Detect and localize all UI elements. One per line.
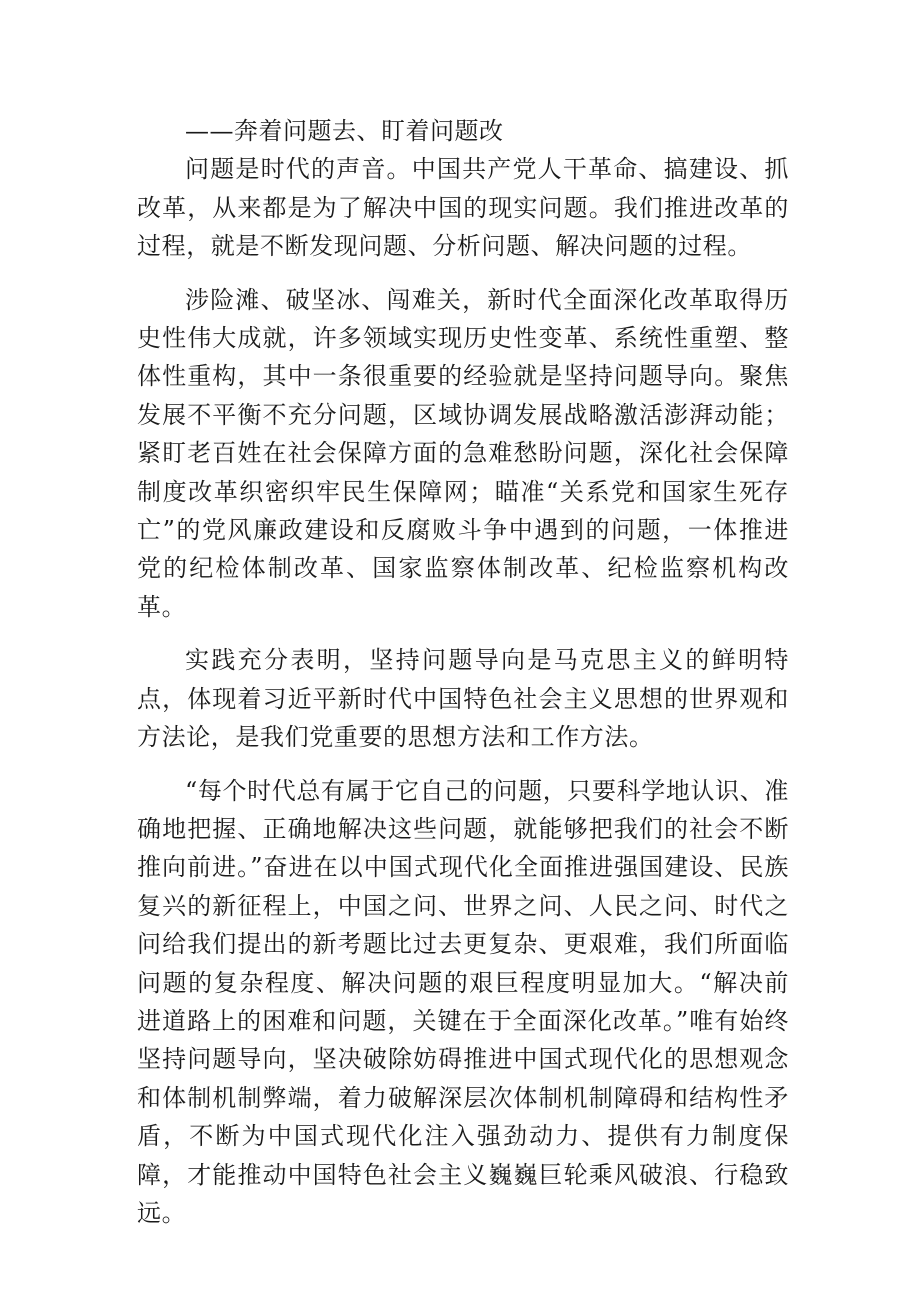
- paragraph-1: 问题是时代的声音。中国共产党人干革命、搞建设、抓改革，从来都是为了解决中国的现实问题。我们推进改革的过程，就是不断发现问题、分析问题、解决问题的过程。: [137, 155, 789, 261]
- document-body: [137, 112, 789, 1247]
- paragraph-3: 实践充分表明，坚持问题导向是马克思主义的鲜明特点，体现着习近平新时代中国特色社会主义思想的世界观和方法论，是我们党重要的思想方法和工作方法。: [137, 646, 789, 752]
- paragraph-4: “每个时代总有属于它自己的问题，只要科学地认识、准确地把握、正确地解决这些问题，就能够把我们的社会不断推向前进。”奋进在以中国式现代化全面推进强国建设、民族复兴的新征程上，中国之问、世界之问、人民之问、时代之问给我们提出的新考题比过去更复杂、更艰难，我们所面临问题的复杂程度、解决问题的艰巨程度明显加大。“解决前进道路上的困难和问题，关键在于全面深化改革。”唯有始终坚持问题导向，坚决破除妨碍推进中国式现代化的思想观念和体制机制弊端，着力破解深层次体制机制障碍和结构性矛盾，不断为中国式现代化注入强劲动力、提供有力制度保障，才能推动中国特色社会主义巍巍巨轮乘风破浪、行稳致远。: [137, 776, 789, 1227]
- document-subtitle: ——奔着问题去、盯着问题改: [185, 117, 504, 145]
- paragraph-2: 涉险滩、破坚冰、闯难关，新时代全面深化改革取得历史性伟大成就，许多领域实现历史性变革、系统性重塑、整体性重构，其中一条很重要的经验就是坚持问题导向。聚焦发展不平衡不充分问题，区域协调发展战略激活澎湃动能；紧盯老百姓在社会保障方面的急难愁盼问题，深化社会保障制度改革织密织牢民生保障网；瞄准“关系党和国家生死存亡”的党风廉政建设和反腐败斗争中遇到的问题，一体推进党的纪检体制改革、国家监察体制改革、纪检监察机构改革。: [137, 285, 789, 621]
